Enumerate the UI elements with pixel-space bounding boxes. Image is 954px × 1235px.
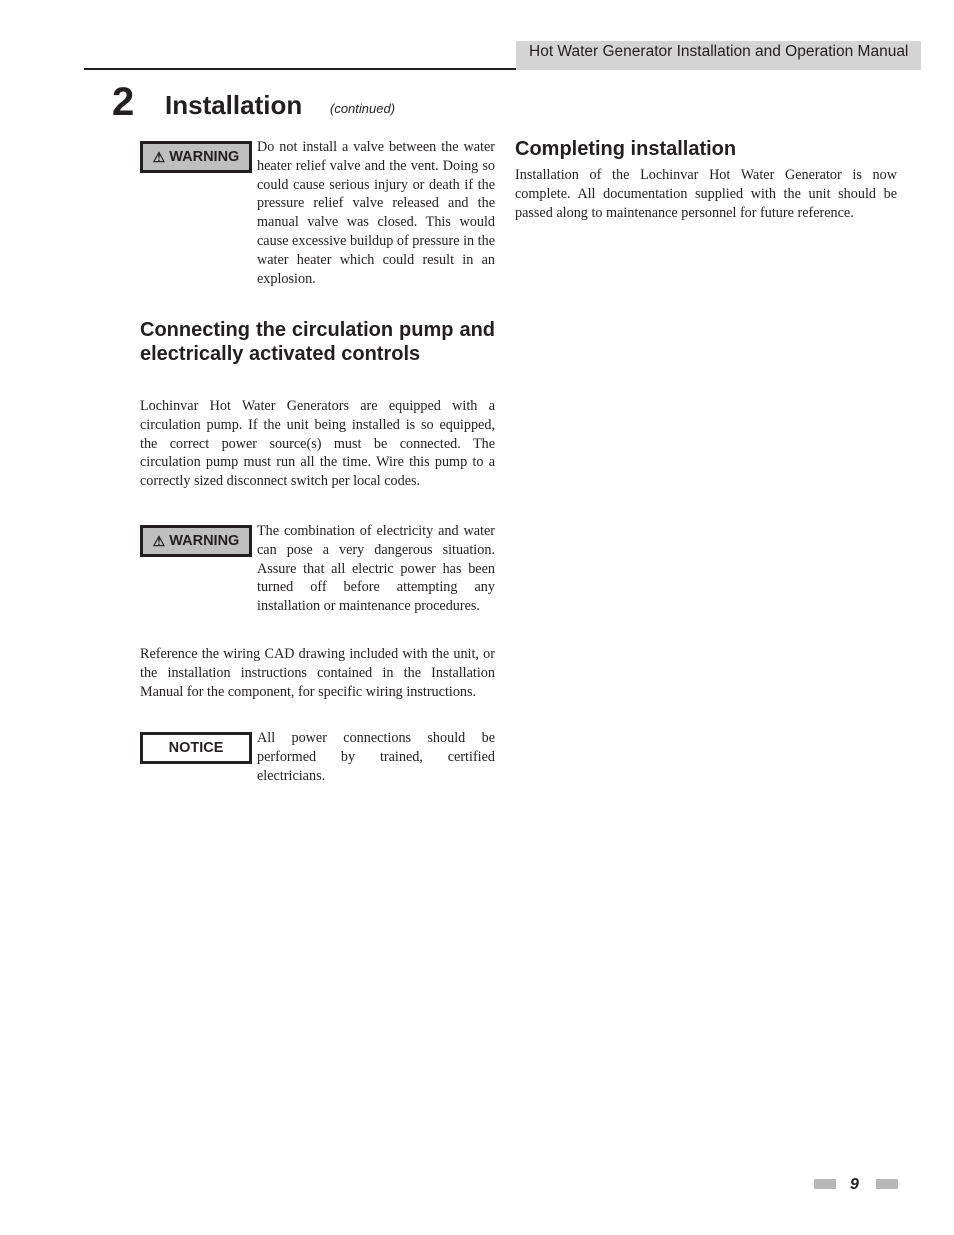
warning-label: WARNING: [169, 149, 240, 165]
warning-electricity-text: The combination of electricity and water can pose a very dangerous situation. Assure that all electric power has been turned off before attempting any installation or maintenance procedures.: [257, 523, 495, 615]
section-title: Installation: [165, 90, 303, 120]
warning-label: WARNING: [169, 533, 240, 549]
warning-triangle-icon: ⚠: [152, 532, 166, 549]
page-number: 9: [850, 1176, 859, 1193]
notice-text: All power connections should be performed by trained, certified electricians.: [257, 730, 495, 784]
warning-triangle-icon: ⚠: [152, 148, 166, 165]
header-rule: [84, 68, 516, 70]
warning-label-box: [140, 141, 252, 173]
completing-installation-heading: Completing installation: [515, 138, 737, 160]
page-number-left-bar: [814, 1179, 836, 1189]
circulation-pump-heading: Connecting the circulation pump and electrically activated controls: [140, 319, 495, 365]
section-number: 2: [112, 80, 135, 124]
notice-label: NOTICE: [168, 740, 224, 756]
warning-valve-text: Do not install a valve between the water heater relief valve and the vent. Doing so could cause serious injury or death if the pressure relief valve released and the manual valve was closed. This would cause excessive buildup of pressure in the water heater which could result in an explosion.: [257, 139, 495, 287]
warning-label-box: [140, 525, 252, 557]
page-number-right-bar: [876, 1179, 898, 1189]
notice-label-box: [140, 732, 252, 764]
manual-title-banner: [516, 41, 921, 70]
wiring-reference-paragraph: Reference the wiring CAD drawing included with the unit, or the installation instructions contained in the Installation Manual for the component, for specific wiring instructions.: [140, 646, 495, 700]
completing-installation-paragraph: Installation of the Lochinvar Hot Water Generator is now complete. All documentation supplied with the unit should be passed along to maintenance personnel for future reference.: [515, 167, 897, 221]
manual-title: Hot Water Generator Installation and Operation Manual: [529, 43, 909, 60]
section-continued-note: (continued): [330, 101, 396, 116]
circulation-pump-paragraph: Lochinvar Hot Water Generators are equipped with a circulation pump. If the unit being installed is so equipped, the correct power source(s) must be connected. The circulation pump must run all the time. Wire this pump to a correctly sized disconnect switch per local codes.: [140, 398, 495, 490]
